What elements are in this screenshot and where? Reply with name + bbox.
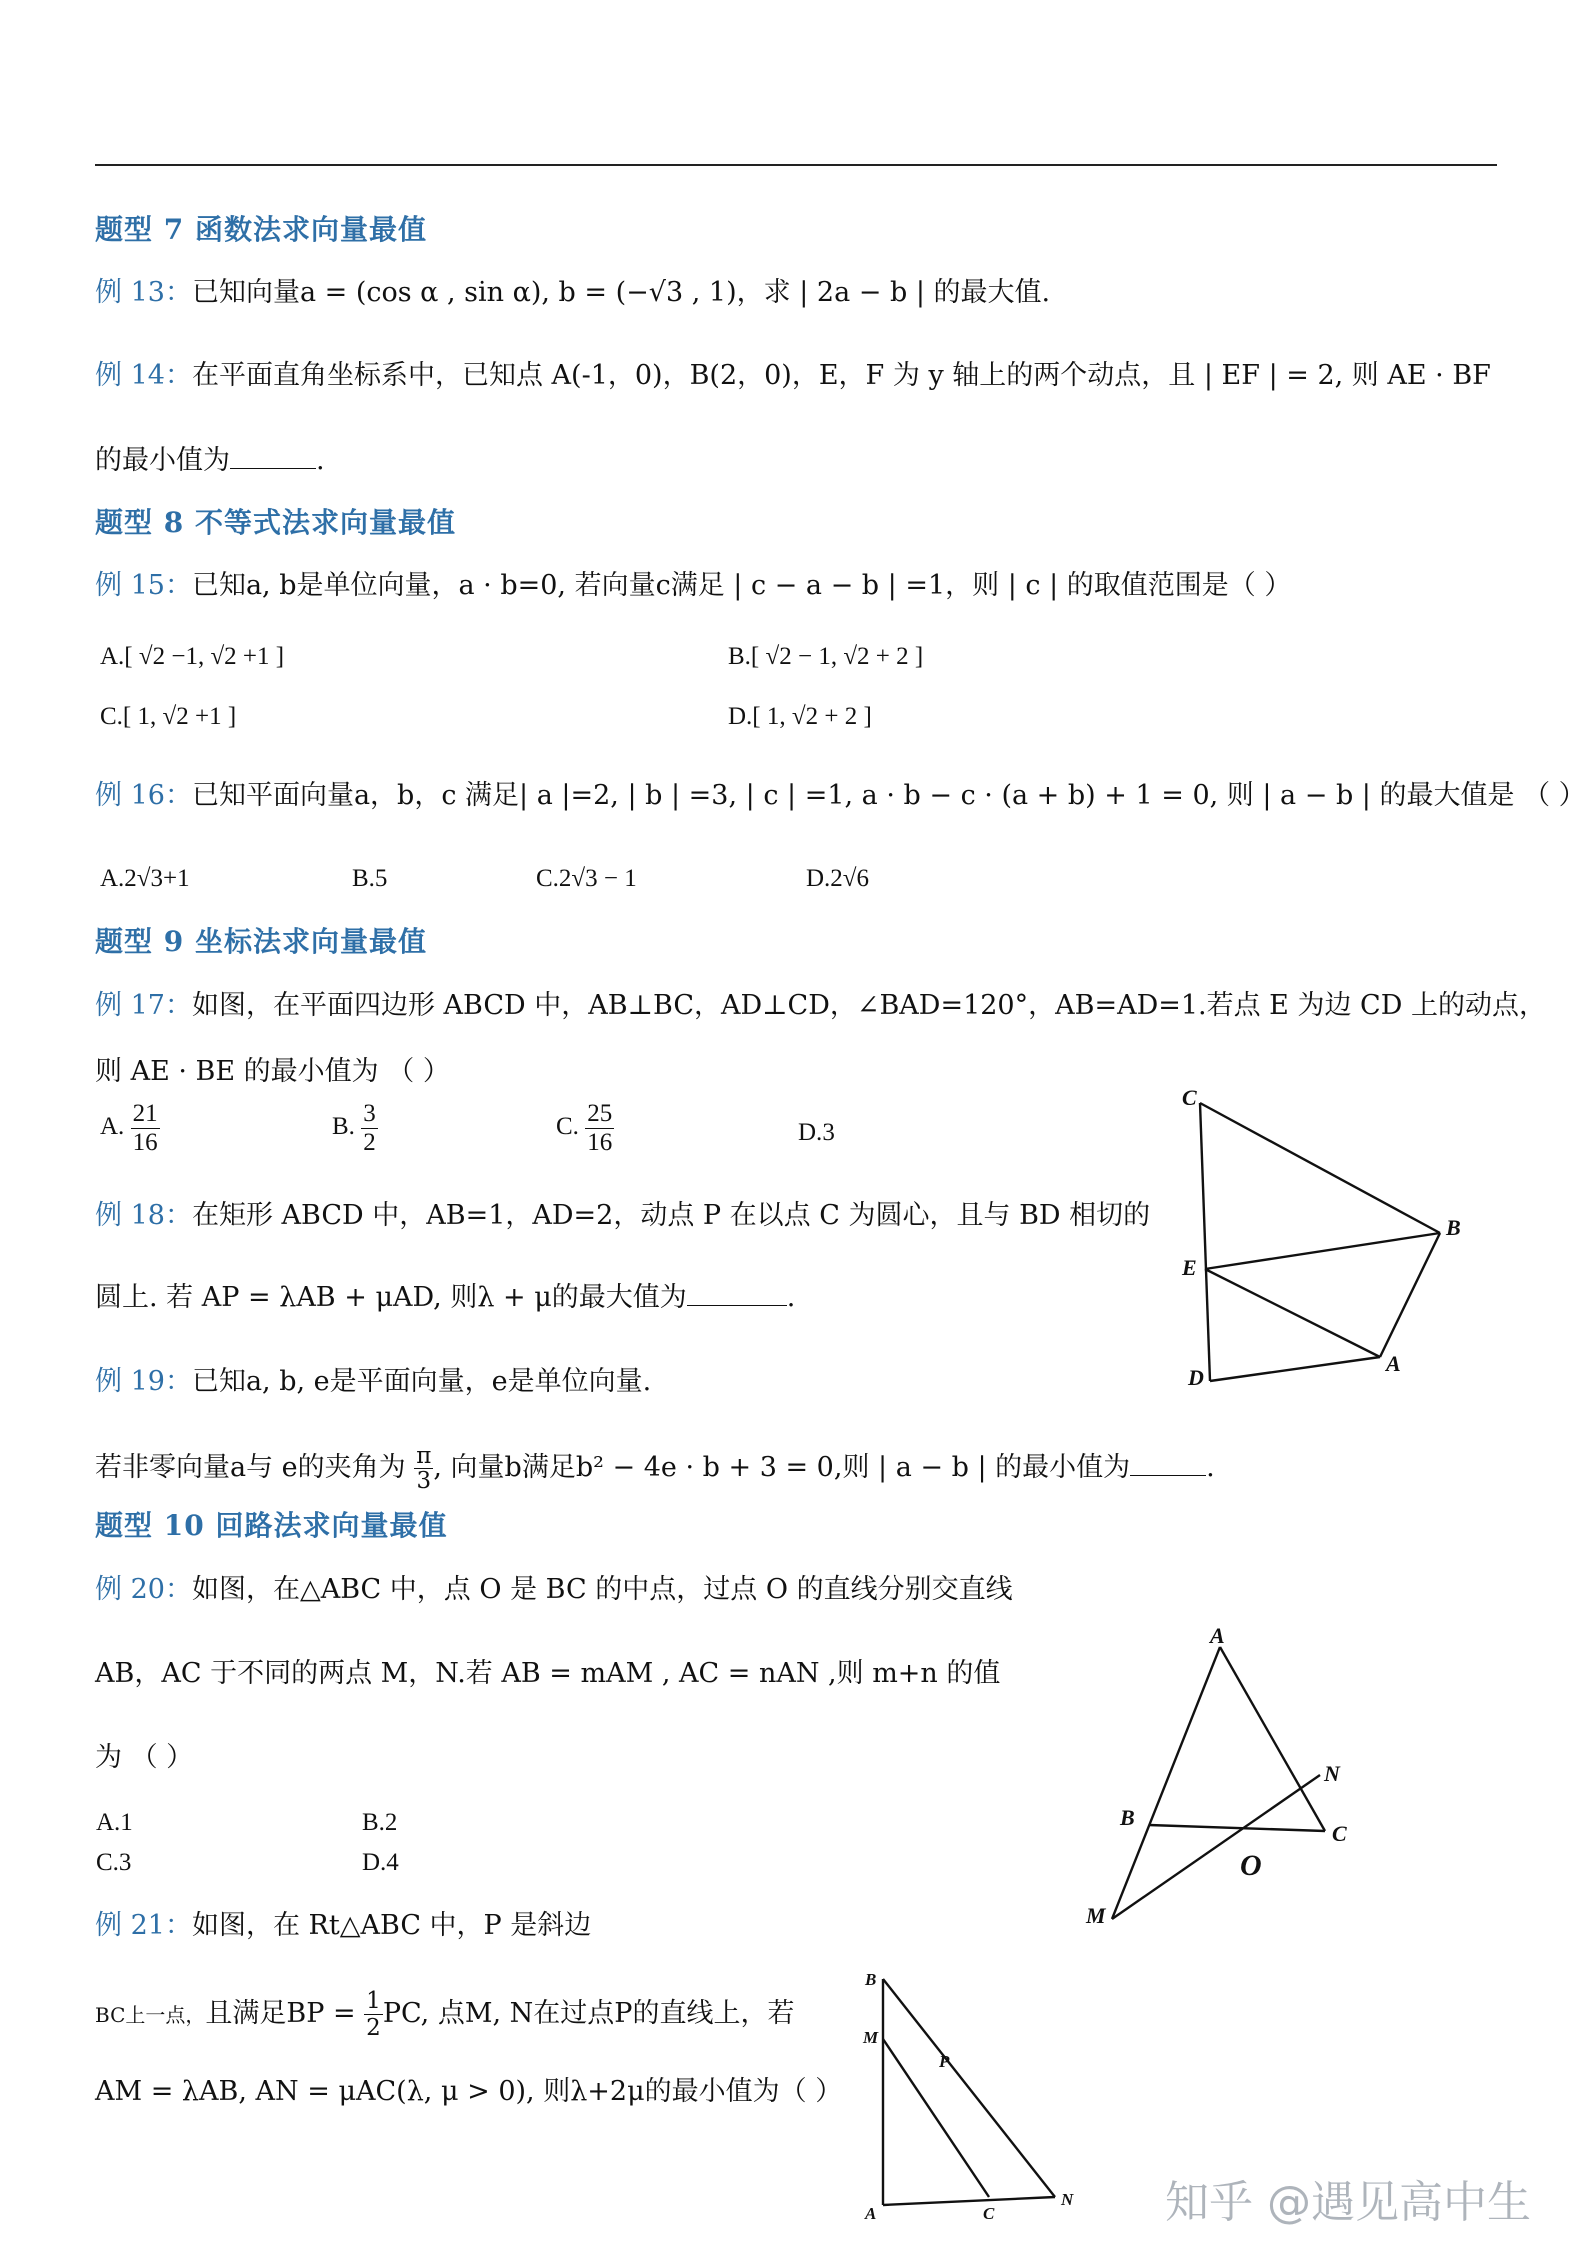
option-a[interactable]: A.2√3+1: [100, 865, 190, 892]
option-c[interactable]: C.3: [96, 1849, 132, 1876]
option-b[interactable]: B. $\frac{3}{2}$: [332, 1100, 376, 1156]
example-20: [95, 1572, 1013, 1608]
point-label-p: P: [939, 2052, 950, 2071]
segment-an: [883, 2197, 1055, 2205]
example-20-cont: AB，AC 于不同的两点 M，N.若 AB = mAM , AC = nAN ,则 m+n 的值: [95, 1658, 1001, 1689]
example-text: 在矩形 ABCD 中，AB=1，AD=2，动点 P 在以点 C 为圆心，且与 BD 相切的: [191, 1200, 1151, 1231]
example-text: 已知平面向量a，b，c 满足| a |=2, | b | =3, | c | =1, a · b − c · (a + b) + 1 = 0, 则 | a − b | 的最大值是 （ ）: [191, 780, 1586, 811]
point-label-m: M: [863, 2028, 879, 2047]
example-14-cont: 的最小值为 .: [95, 445, 325, 476]
example-18-cont: 圆上. 若 AP = λAB + μAD, 则λ + μ的最大值为 .: [95, 1282, 796, 1313]
watermark: 知乎 @遇见高中生: [1165, 2177, 1531, 2228]
segment-ac: [1220, 1647, 1325, 1831]
vertex-label-a: A: [1210, 1623, 1225, 1648]
option-b[interactable]: B.5: [352, 865, 388, 892]
option-d[interactable]: D.3: [798, 1119, 835, 1146]
segment-cb: [1200, 1103, 1440, 1233]
option-c[interactable]: C.[ 1, √2 +1 ]: [100, 703, 237, 730]
example-label: 例 21：: [95, 1910, 192, 1941]
segment-ba: [1380, 1233, 1440, 1357]
vertex-label-c: C: [1332, 1821, 1347, 1846]
vertex-label-e: E: [1182, 1255, 1197, 1280]
example-text: 已知向量a = (cos α , sin α), b = (−√3 , 1)，求 | 2a − b | 的最大值.: [191, 277, 1051, 308]
example-label: 例 20：: [95, 1574, 192, 1605]
vertex-label-a: A: [1386, 1351, 1401, 1376]
option-b[interactable]: B.2: [362, 1809, 398, 1836]
example-label: 例 15：: [95, 570, 192, 601]
answer-blank[interactable]: [1130, 1453, 1206, 1476]
point-label-c: C: [983, 2204, 995, 2223]
option-d[interactable]: D.[ 1, √2 + 2 ]: [728, 703, 872, 730]
figure-triangle-abc-line-mn: [1080, 1623, 1380, 1928]
example-13: [95, 275, 1050, 311]
example-16: [95, 778, 1586, 814]
example-14: [95, 358, 1491, 394]
example-text: 在平面直角坐标系中，已知点 A(-1，0)，B(2，0)，E，F 为 y 轴上的两个动点，且 | EF | = 2, 则 AE · BF: [191, 360, 1491, 391]
option-a[interactable]: A. $\frac{21}{16}$: [100, 1100, 158, 1156]
point-label-o: O: [1240, 1849, 1262, 1882]
example-15: [95, 568, 1291, 604]
fraction: $\frac{\pi}{3}$: [416, 1443, 432, 1494]
section-title-10: 题型 10 回路法求向量最值: [95, 1509, 448, 1542]
segment-bc: [1149, 1825, 1325, 1831]
fraction: $\frac{1}{2}$: [366, 1988, 381, 2041]
figure-quadrilateral-abcd: [1180, 1085, 1480, 1395]
option-c[interactable]: C.2√3 − 1: [536, 865, 637, 892]
example-20-cont2: 为 （ ）: [95, 1742, 194, 1773]
segment-ad: [1210, 1357, 1380, 1381]
example-text: 如图，在平面四边形 ABCD 中，AB⊥BC，AD⊥CD，∠BAD=120°，AB=AD=1.若点 E 为边 CD 上的动点，: [191, 990, 1546, 1021]
segment-mc: [883, 2039, 989, 2197]
example-text: 已知a, b是单位向量，a · b=0, 若向量c满足 | c − a − b | =1，则 | c | 的取值范围是（ ）: [191, 570, 1292, 601]
vertex-label-d: D: [1188, 1365, 1204, 1390]
vertex-label-m: M: [1086, 1903, 1106, 1928]
vertex-label-n: N: [1324, 1761, 1340, 1786]
header-rule: [95, 164, 1497, 166]
section-title-8: 题型 8 不等式法求向量最值: [95, 506, 456, 539]
vertex-label-b: B: [1446, 1215, 1461, 1240]
example-21-cont: BC上一点，且满足BP = $\frac{1}{2}$ PC, 点M, N在过点P的直线上，若: [95, 1988, 795, 2041]
option-b[interactable]: B.[ √2 − 1, √2 + 2 ]: [728, 643, 924, 670]
example-label: 例 16：: [95, 780, 192, 811]
segment-eb: [1205, 1233, 1440, 1269]
vertex-label-c: C: [1182, 1085, 1197, 1110]
example-label: 例 14：: [95, 360, 192, 391]
section-title-9: 题型 9 坐标法求向量最值: [95, 925, 427, 958]
example-21-cont2: AM = λAB, AN = μAC(λ, μ > 0), 则λ+2μ的最小值为（ ）: [95, 2076, 843, 2107]
segment-am: [1112, 1647, 1220, 1919]
segment-ea: [1205, 1269, 1380, 1357]
segment-mn: [1112, 1775, 1320, 1919]
example-text: 已知a, b, e是平面向量，e是单位向量.: [191, 1366, 652, 1397]
segment-dc: [1200, 1103, 1210, 1381]
section-title-7: 题型 7 函数法求向量最值: [95, 213, 427, 246]
example-19-cont: 若非零向量a与 e的夹角为 $\frac{\pi}{3}$ , 向量b满足b² − 4e · b + 3 = 0,则 | a − b | 的最小值为 .: [95, 1443, 1215, 1494]
option-c[interactable]: C. $\frac{25}{16}$: [556, 1100, 613, 1156]
example-17-cont: 则 AE · BE 的最小值为 （ ）: [95, 1056, 450, 1087]
figure-right-triangle-abc: [855, 1965, 1095, 2235]
example-text: 如图，在△ABC 中，点 O 是 BC 的中点，过点 O 的直线分别交直线: [191, 1574, 1013, 1605]
vertex-label-b: B: [865, 1970, 877, 1989]
answer-blank[interactable]: [230, 446, 316, 469]
example-text: 如图，在 Rt△ABC 中，P 是斜边: [191, 1910, 592, 1941]
example-label: 例 17：: [95, 990, 192, 1021]
example-21: [95, 1908, 591, 1944]
vertex-label-b: B: [1120, 1805, 1135, 1830]
example-17: [95, 988, 1546, 1024]
option-d[interactable]: D.4: [362, 1849, 399, 1876]
example-label: 例 19：: [95, 1366, 192, 1397]
segment-bn: [883, 1979, 1055, 2197]
example-19: [95, 1364, 651, 1400]
example-18: [95, 1198, 1150, 1234]
answer-blank[interactable]: [687, 1283, 787, 1306]
vertex-label-a: A: [865, 2204, 877, 2223]
option-d[interactable]: D.2√6: [806, 865, 870, 892]
option-a[interactable]: A.1: [96, 1809, 133, 1836]
example-label: 例 18：: [95, 1200, 192, 1231]
option-a[interactable]: A.[ √2 −1, √2 +1 ]: [100, 643, 285, 670]
point-label-n: N: [1061, 2190, 1074, 2209]
example-label: 例 13：: [95, 277, 192, 308]
